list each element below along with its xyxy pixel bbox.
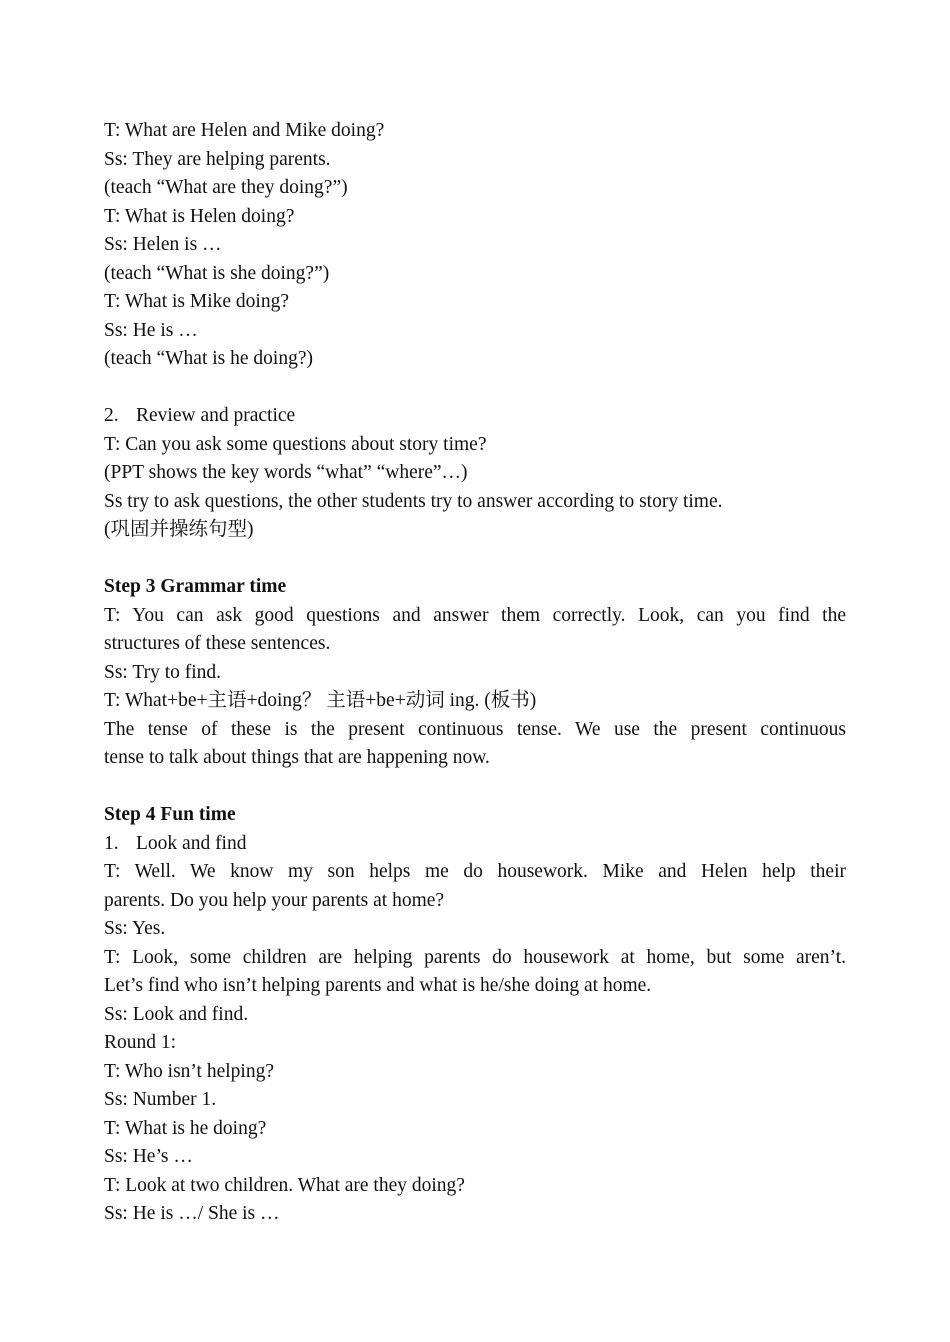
review-line: Ss try to ask questions, the other students try to answer according to story time.: [104, 490, 723, 512]
step3-line: Ss: Try to find.: [104, 661, 222, 683]
list-number: 2.: [104, 405, 119, 426]
step4-line: T: What is he doing?: [104, 1117, 267, 1139]
review-heading: [104, 402, 846, 431]
review-line: T: Can you ask some questions about story time?: [104, 433, 487, 455]
review-line: (巩固并操练句型): [104, 519, 254, 540]
step4-line: Ss: Yes.: [104, 918, 166, 939]
step4-heading: Step 4 Fun time: [104, 804, 236, 825]
step3-paragraph-line: The tense of these is the present continuous tense. We use the present continuous: [104, 718, 846, 740]
step4-line: T: Look at two children. What are they doing?: [104, 1174, 465, 1196]
dialogue-line: T: What is Helen doing?: [104, 205, 295, 227]
step3-paragraph-line: tense to talk about things that are happening now.: [104, 747, 490, 768]
step3-line: T: What+be+主语+doing？ 主语+be+动词 ing. (板书): [104, 690, 537, 711]
step4-line: T: Who isn’t helping?: [104, 1060, 274, 1082]
step3-paragraph-line: structures of these sentences.: [104, 633, 331, 654]
list-title: Look and find: [136, 832, 247, 854]
step4-line: Ss: Look and find.: [104, 1003, 249, 1025]
dialogue-line: (teach “What is he doing?): [104, 348, 313, 369]
dialogue-line: T: What are Helen and Mike doing?: [104, 120, 385, 141]
document-page: [104, 117, 846, 1229]
spacer: [104, 773, 846, 802]
spacer: [104, 374, 846, 403]
spacer: [104, 545, 846, 574]
step4-line: Ss: Number 1.: [104, 1089, 217, 1110]
step4-paragraph-line: Let’s find who isn’t helping parents and what is he/she doing at home.: [104, 975, 652, 996]
step3-section: [104, 573, 846, 773]
dialogue-line: (teach “What is she doing?”): [104, 262, 330, 284]
review-line: (PPT shows the key words “what” “where”…): [104, 462, 468, 483]
dialogue-line: T: What is Mike doing?: [104, 291, 289, 312]
list-number: 1.: [104, 832, 119, 854]
dialogue-block: [104, 117, 846, 374]
review-section: [104, 402, 846, 545]
step4-subheading: [104, 830, 846, 859]
dialogue-line: Ss: They are helping parents.: [104, 148, 331, 170]
step4-section: [104, 801, 846, 1229]
step4-paragraph-line: parents. Do you help your parents at home?: [104, 889, 445, 911]
dialogue-line: Ss: He is …: [104, 319, 198, 341]
list-title: Review and practice: [136, 405, 296, 426]
step4-paragraph-line: T: Well. We know my son helps me do housework. Mike and Helen help their: [104, 861, 846, 882]
step4-line: Ss: He is …/ She is …: [104, 1203, 280, 1224]
step3-paragraph-line: T: You can ask good questions and answer them correctly. Look, can you find the: [104, 604, 846, 626]
dialogue-line: (teach “What are they doing?”): [104, 177, 348, 198]
step3-heading: Step 3 Grammar time: [104, 576, 287, 597]
step4-paragraph-line: T: Look, some children are helping parents do housework at home, but some aren’t.: [104, 946, 846, 968]
step4-line: Round 1:: [104, 1032, 177, 1053]
step4-line: Ss: He’s …: [104, 1146, 193, 1167]
dialogue-line: Ss: Helen is …: [104, 234, 222, 255]
